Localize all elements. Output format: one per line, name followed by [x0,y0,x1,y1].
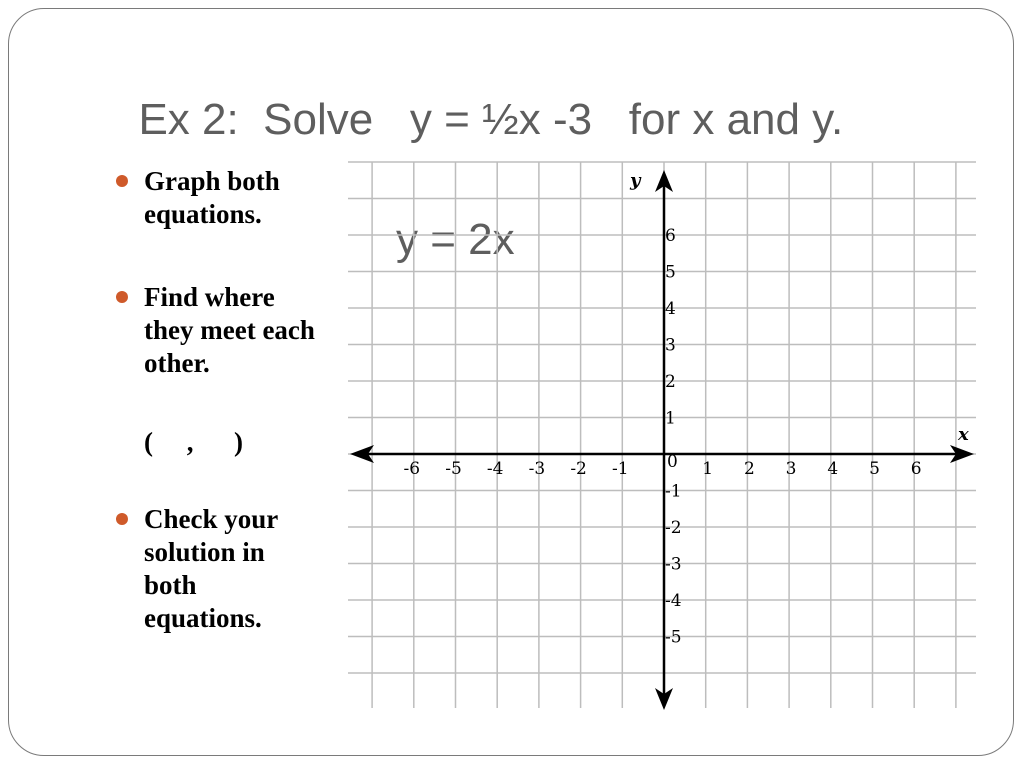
y-tick-label: -3 [665,554,682,575]
x-tick-label: 3 [785,459,797,479]
y-tick-label: -1 [665,481,682,502]
x-tick-label: 4 [827,459,839,479]
bullet-find-text: Find where they meet each other. [144,282,315,378]
title-line-2: y = 2x [396,215,515,264]
x-tick-label: 6 [910,459,922,479]
y-tick-label: 3 [665,335,676,356]
x-tick-label: 1 [702,459,714,479]
y-tick-label: 4 [665,299,676,319]
title-line-1: Ex 2: Solve y = ½x -3 for x and y. [138,95,844,144]
x-tick-label: -4 [486,459,504,479]
x-tick-label: -1 [612,459,629,479]
x-tick-label: 5 [869,459,880,479]
y-axis-label: y [630,170,641,191]
x-tick-label: -3 [528,459,546,479]
grid-lines [348,162,976,708]
x-tick-label: -6 [403,459,421,479]
instruction-list [116,165,316,635]
bullet-check: Check your solution in both equations. [116,503,316,635]
x-axis-label: x [958,424,969,445]
y-tick-label: -2 [665,518,682,538]
y-tick-label: 1 [665,408,676,429]
x-tick-labels [404,459,922,479]
axes [350,170,974,710]
y-tick-label: 5 [665,262,676,283]
x-tick-label: 2 [743,459,755,479]
x-tick-label: -5 [445,459,462,479]
x-tick-label: -2 [570,459,587,479]
origin-label: 0 [667,452,678,472]
y-tick-labels [665,226,682,648]
y-tick-label: 6 [665,226,676,246]
bullet-graph: Graph both equations. [116,165,316,231]
bullet-find-intersection [116,281,316,380]
y-tick-label: -4 [665,591,682,611]
coordinate-grid [340,158,980,714]
answer-placeholder: ( , ) [144,427,243,457]
y-tick-label: 2 [665,372,676,392]
y-tick-label: -5 [665,627,682,648]
